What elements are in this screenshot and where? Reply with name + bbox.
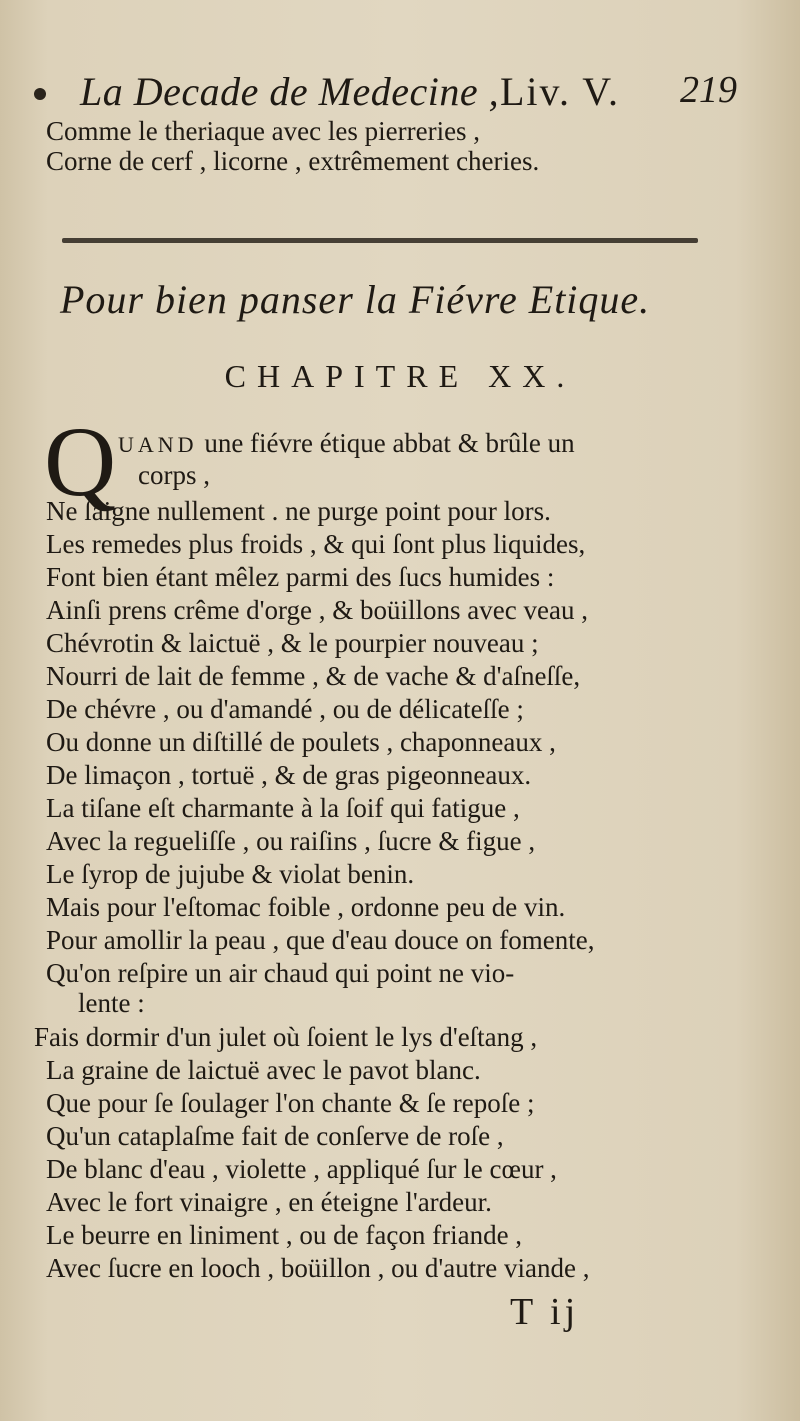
verse-line: Les remedes plus froids , & qui ſont plus liquides, (46, 529, 586, 559)
signature-mark: T ij (510, 1291, 580, 1333)
verse-line: La tiſane eſt charmante à la ſoif qui fatigue , (46, 793, 520, 823)
small-caps-word: UAND (118, 432, 198, 457)
verse-continuation: corps , (138, 460, 210, 490)
verse-line: Nourri de lait de femme , & de vache & d'aſneſſe, (46, 661, 581, 691)
verse-line: Mais pour l'eſtomac foible , ordonne peu de vin. (46, 892, 566, 922)
book-reference: Liv. V. (500, 69, 620, 114)
first-line-rest: une fiévre étique abbat & brûle un (197, 428, 575, 458)
verse-line: De limaçon , tortuë , & de gras pigeonneaux. (46, 760, 532, 790)
page-header (30, 60, 740, 116)
intro-line: Comme le theriaque avec les pierreries , (46, 116, 481, 146)
verse-line: Pour amollir la peau , que d'eau douce on fomente, (46, 925, 595, 955)
drop-cap: Q (44, 406, 117, 517)
verse-line: Le beurre en liniment , ou de façon friande , (46, 1220, 523, 1250)
verse-line: Avec le fort vinaigre , en éteigne l'ardeur. (46, 1187, 492, 1217)
section-title: Pour bien panser la Fiévre Etique. (60, 277, 651, 322)
verse-line: Ne ſaigne nullement . ne purge point pour lors. (46, 496, 551, 526)
verse-line: La graine de laictuë avec le pavot blanc. (46, 1055, 481, 1085)
verse-line: lente : (78, 988, 145, 1018)
ink-dot-icon (34, 88, 46, 100)
verse-line: Qu'on reſpire un air chaud qui point ne vio- (46, 958, 515, 988)
verse-line: Qu'un cataplaſme fait de conſerve de roſe , (46, 1121, 504, 1151)
verse-line: Avec la regueliſſe , ou raiſins , ſucre & figue , (46, 826, 536, 856)
verse-line: Ou donne un diſtillé de poulets , chaponneaux , (46, 727, 556, 757)
verse-line: Avec ſucre en looch , boüillon , ou d'autre viande , (46, 1253, 590, 1283)
verse-line: De chévre , ou d'amandé , ou de délicateſſe ; (46, 694, 524, 724)
intro-line: Corne de cerf , licorne , extrêmement cheries. (46, 146, 540, 176)
verse-line: Chévrotin & laictuë , & le pourpier nouveau ; (46, 628, 539, 658)
chapter-heading: CHAPITRE XX. (224, 358, 576, 394)
section-divider (62, 238, 698, 243)
verse-line: Le ſyrop de jujube & violat benin. (46, 859, 415, 889)
verse-line: Que pour ſe ſoulager l'on chante & ſe repoſe ; (46, 1088, 535, 1118)
verse-line: Fais dormir d'un julet où ſoient le lys d'eſtang , (34, 1022, 538, 1052)
page-number: 219 (680, 69, 737, 111)
verse-line: Font bien étant mêlez parmi des ſucs humides : (46, 562, 555, 592)
verse-first-line (118, 428, 575, 459)
verse-line: De blanc d'eau , violette , appliqué ſur le cœur , (46, 1154, 557, 1184)
verse-line: Ainſi prens crême d'orge , & boüillons avec veau , (46, 595, 588, 625)
running-title: La Decade de Medecine , (80, 69, 500, 114)
